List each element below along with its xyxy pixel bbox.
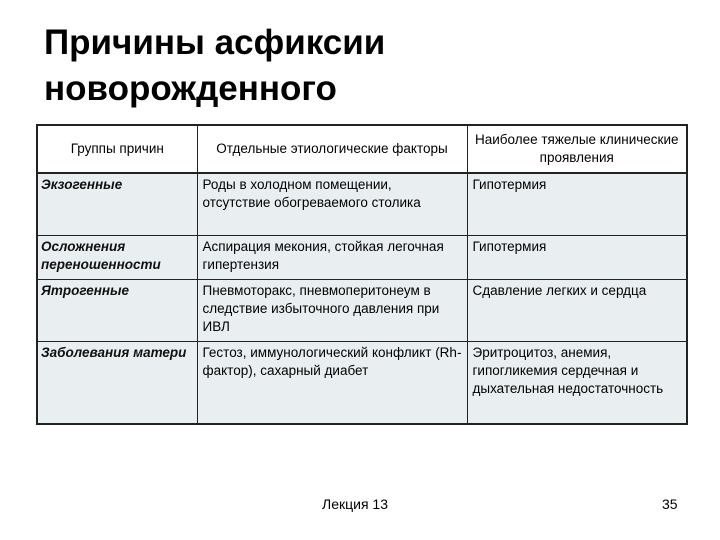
footer-lecture-label: Лекция 13 [322, 496, 388, 512]
header-manifestations: Наиболее тяжелые клинические проявления [467, 125, 687, 173]
page-number: 35 [662, 496, 678, 512]
cell-group: Заболевания матери [37, 342, 197, 425]
cell-manifestations: Эритроцитоз, анемия, гипогликемия сердечная и дыхательная недостаточность [467, 342, 687, 425]
header-groups: Группы причин [37, 125, 197, 173]
slide-title [44, 20, 684, 112]
header-factors: Отдельные этиологические факторы [197, 125, 467, 173]
table-row [37, 173, 687, 236]
table-row [37, 280, 687, 342]
cell-factors: Гестоз, иммунологический конфликт (Rh-фактор), сахарный диабет [197, 342, 467, 425]
cell-factors: Роды в холодном помещении, отсутствие обогреваемого столика [197, 173, 467, 236]
cell-factors: Пневмоторакс, пневмоперитонеум в следствие избыточного давления при ИВЛ [197, 280, 467, 342]
cell-manifestations: Гипотермия [467, 173, 687, 236]
table-header-row [37, 125, 687, 173]
table-row [37, 342, 687, 425]
cell-factors: Аспирация мекония, стойкая легочная гипертензия [197, 236, 467, 280]
cell-group: Осложнения переношенности [37, 236, 197, 280]
cell-group: Экзогенные [37, 173, 197, 236]
slide-title-line-1: Причины асфиксии [44, 23, 386, 62]
cell-group: Ятрогенные [37, 280, 197, 342]
slide-title-line-2: новорожденного [44, 69, 337, 108]
causes-table-container [36, 124, 686, 425]
causes-table [36, 124, 688, 425]
cell-manifestations: Гипотермия [467, 236, 687, 280]
table-row [37, 236, 687, 280]
cell-manifestations: Сдавление легких и сердца [467, 280, 687, 342]
